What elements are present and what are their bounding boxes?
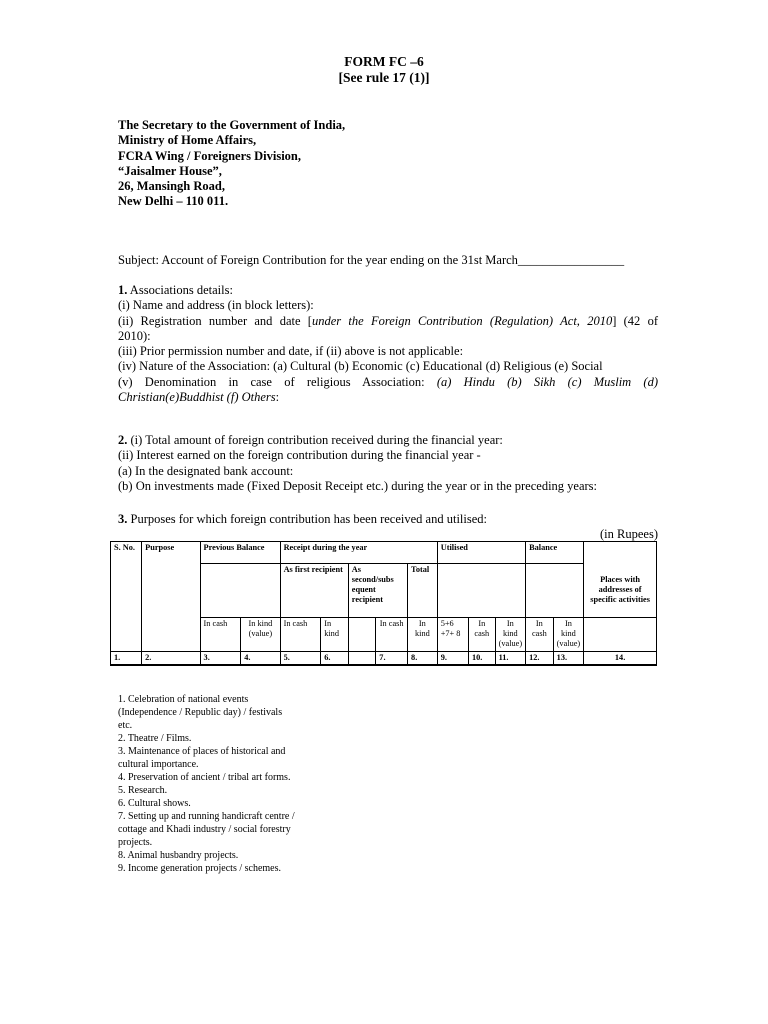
header-total: Total bbox=[408, 564, 438, 618]
item-investments: (b) On investments made (Fixed Deposit Receipt etc.) during the year or in the preceding years: bbox=[118, 478, 598, 493]
address-line: 26, Mansingh Road, bbox=[118, 179, 225, 194]
column-number: 4. bbox=[241, 652, 280, 666]
list-item: 1. Celebration of national events (Independence / Republic day) / festivals etc. bbox=[118, 694, 283, 731]
header-sno: S. No. bbox=[111, 542, 142, 652]
column-number: 8. bbox=[408, 652, 438, 666]
subject-line: Subject: Account of Foreign Contribution for the year ending on the 31st March_________________ bbox=[118, 253, 625, 267]
list-item: 5. Research. bbox=[118, 785, 168, 796]
sub-header: In kind bbox=[321, 618, 349, 652]
sub-header: In kind (value) bbox=[495, 618, 526, 652]
blank-cell bbox=[200, 564, 280, 618]
address-line: Ministry of Home Affairs, bbox=[118, 133, 257, 148]
section-number: 1. bbox=[118, 283, 128, 297]
column-number: 9. bbox=[437, 652, 468, 666]
column-number: 2. bbox=[142, 652, 200, 666]
sub-header: In cash bbox=[200, 618, 241, 652]
column-number: 14. bbox=[584, 652, 657, 666]
item-name-address: (i) Name and address (in block letters): bbox=[118, 298, 314, 313]
item-interest: (ii) Interest earned on the foreign contribution during the financial year - bbox=[118, 448, 481, 463]
column-number: 5. bbox=[280, 652, 321, 666]
item-total: (i) Total amount of foreign contribution received during the financial year: bbox=[127, 433, 503, 447]
form-header bbox=[0, 54, 768, 86]
blank-cell bbox=[348, 652, 376, 666]
list-item: 9. Income generation projects / schemes. bbox=[118, 863, 281, 874]
header-places: Places with addresses of specific activities bbox=[584, 564, 657, 618]
item-denomination-cont: Christian(e)Buddhist (f) Others: bbox=[118, 390, 280, 405]
blank-cell bbox=[348, 618, 376, 652]
address-line: New Delhi – 110 011. bbox=[118, 194, 229, 209]
blank-cell bbox=[584, 618, 657, 652]
sub-header: In cash bbox=[280, 618, 321, 652]
list-item: 7. Setting up and running handicraft centre / cottage and Khadi industry / social forestry projects. bbox=[118, 811, 295, 848]
address-line: FCRA Wing / Foreigners Division, bbox=[118, 148, 302, 163]
column-number: 10. bbox=[468, 652, 495, 666]
list-item: 2. Theatre / Films. bbox=[118, 733, 192, 744]
list-item: 6. Cultural shows. bbox=[118, 798, 191, 809]
address-line: The Secretary to the Government of India, bbox=[118, 118, 346, 132]
column-number: 7. bbox=[376, 652, 408, 666]
address-line: “Jaisalmer House”, bbox=[118, 163, 222, 178]
sub-header: In cash bbox=[468, 618, 495, 652]
section-heading: Associations details: bbox=[127, 283, 233, 297]
section-number: 2. bbox=[118, 433, 128, 447]
column-number: 3. bbox=[200, 652, 241, 666]
column-number: 11. bbox=[495, 652, 526, 666]
sub-header: In cash bbox=[526, 618, 554, 652]
column-number: 6. bbox=[321, 652, 349, 666]
column-number: 12. bbox=[526, 652, 554, 666]
list-item: 8. Animal husbandry projects. bbox=[118, 850, 239, 861]
sub-header: In cash bbox=[376, 618, 408, 652]
item-bank: (a) In the designated bank account: bbox=[118, 463, 294, 478]
recipient-address bbox=[118, 118, 345, 210]
item-registration: (ii) Registration number and date [under the Foreign Contribution (Regulation) Act, 2010] (42 of bbox=[118, 313, 658, 328]
list-item: 4. Preservation of ancient / tribal art forms. bbox=[118, 772, 291, 783]
sub-header: In kind (value) bbox=[553, 618, 584, 652]
header-second-recipient: As second/subs equent recipient bbox=[348, 564, 407, 618]
section-heading: Purposes for which foreign contribution has been received and utilised: bbox=[127, 512, 488, 526]
purposes-table bbox=[110, 541, 657, 666]
sub-header: 5+6 +7+ 8 bbox=[437, 618, 468, 652]
blank-cell bbox=[526, 564, 584, 618]
header-receipt: Receipt during the year bbox=[280, 542, 437, 564]
purposes-list bbox=[118, 693, 298, 875]
item-registration-cont: 2010): bbox=[118, 328, 151, 343]
item-prior-permission: (iii) Prior permission number and date, if (ii) above is not applicable: bbox=[118, 344, 464, 359]
list-item: 3. Maintenance of places of historical and cultural importance. bbox=[118, 746, 286, 770]
section-number: 3. bbox=[118, 512, 128, 526]
column-number: 13. bbox=[553, 652, 584, 666]
currency-unit: (in Rupees) bbox=[600, 527, 658, 541]
section-associations bbox=[118, 283, 658, 405]
rule-reference: [See rule 17 (1)] bbox=[338, 70, 430, 85]
sub-header: In kind bbox=[408, 618, 438, 652]
header-purpose: Purpose bbox=[142, 542, 200, 652]
sub-header: In kind (value) bbox=[241, 618, 280, 652]
header-first-recipient: As first recipient bbox=[280, 564, 348, 618]
item-nature: (iv) Nature of the Association: (a) Cultural (b) Economic (c) Educational (d) Religious (e) Social bbox=[118, 359, 603, 374]
header-balance: Balance bbox=[526, 542, 584, 564]
form-title: FORM FC –6 bbox=[344, 54, 424, 69]
blank-cell bbox=[437, 564, 525, 618]
blank-cell bbox=[584, 542, 657, 564]
section-contribution bbox=[118, 433, 658, 494]
column-number: 1. bbox=[111, 652, 142, 666]
item-denomination: (v) Denomination in case of religious Association: (a) Hindu (b) Sikh (c) Muslim (d) bbox=[118, 374, 658, 389]
header-previous-balance: Previous Balance bbox=[200, 542, 280, 564]
section-purposes bbox=[118, 512, 658, 527]
header-utilised: Utilised bbox=[437, 542, 525, 564]
